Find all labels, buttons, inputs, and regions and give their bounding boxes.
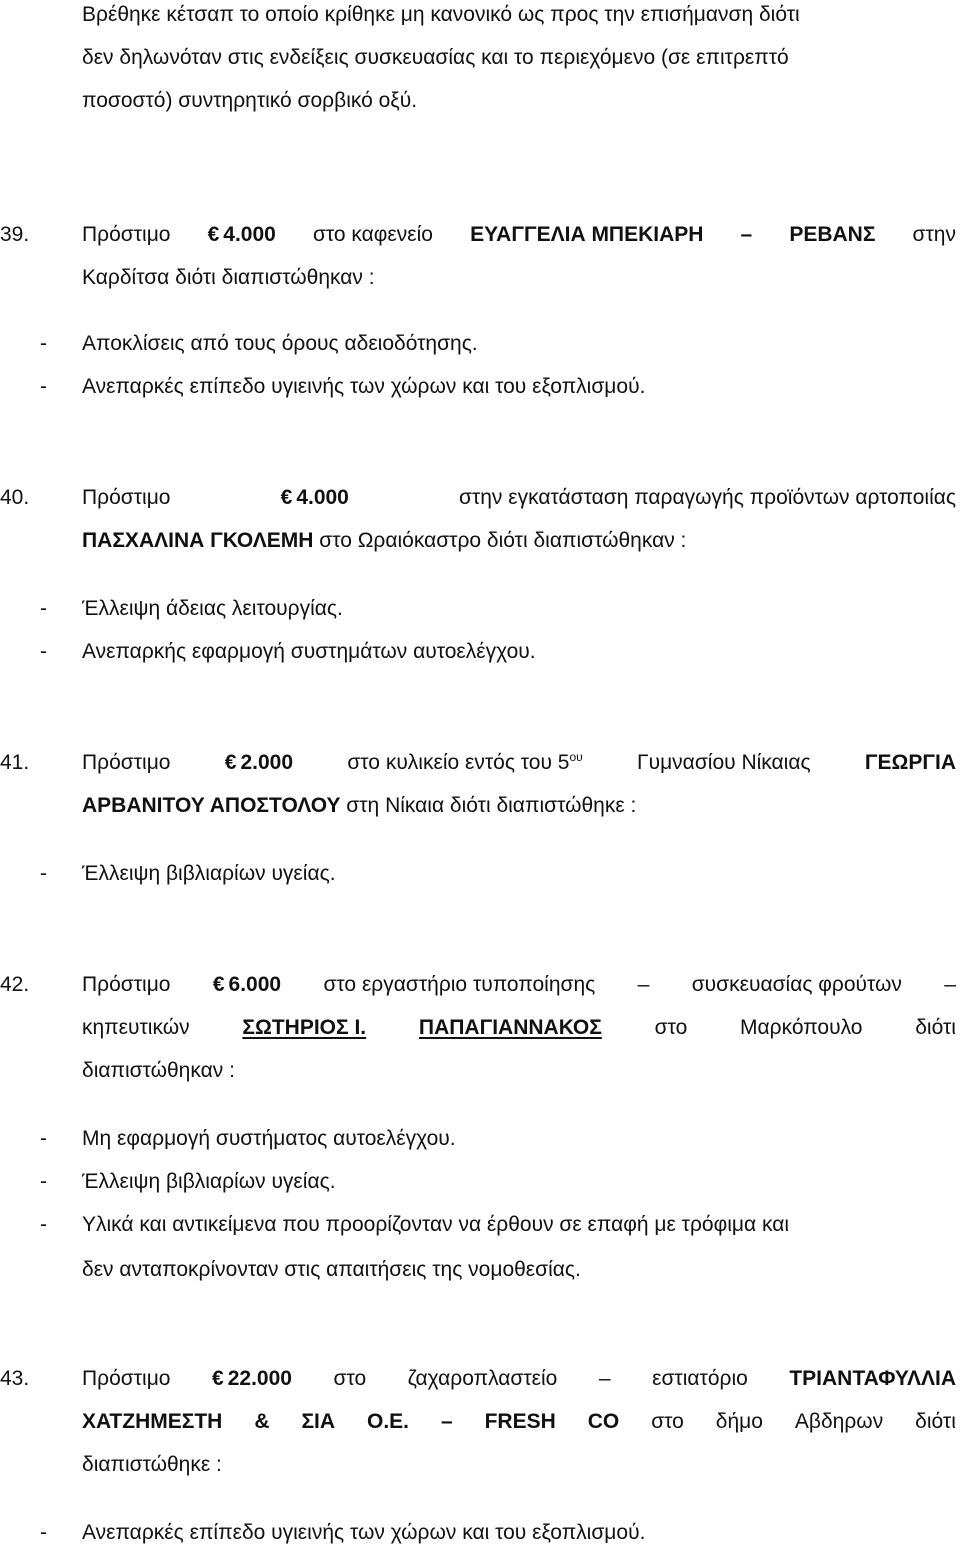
fine-text: στη Νίκαια διότι διαπιστώθηκε : bbox=[346, 794, 637, 817]
business-name-2: ΡΕΒΑΝΣ bbox=[789, 223, 876, 246]
fine-label: Πρόστιμο bbox=[82, 223, 171, 246]
fine-41-line-1 bbox=[82, 750, 956, 776]
business-name: ΠΑΣΧΑΛΙΝΑ ΓΚΟΛΕΜΗ bbox=[82, 529, 314, 552]
fine-text: στο κυλικείο εντός του 5 bbox=[347, 751, 570, 774]
separator-dash: – bbox=[637, 973, 650, 996]
fine-43-line-1 bbox=[82, 1366, 956, 1392]
fine-text: δήμο bbox=[715, 1410, 763, 1433]
fine-text: εστιατόριο bbox=[652, 1367, 748, 1390]
fine-amount: 4.000 bbox=[223, 223, 276, 246]
intro-line-2: δεν δηλωνόταν στις ενδείξεις συσκευασίας και το περιεχόμενο (σε επιτρεπτό bbox=[82, 46, 789, 69]
violation-item: Έλλειψη βιβλιαρίων υγείας. bbox=[82, 1170, 336, 1193]
business-name-2: ΠΑΠΑΓΙΑΝΝΑΚΟΣ bbox=[418, 1016, 602, 1039]
bullet-dash: - bbox=[40, 597, 47, 620]
fine-text: στο Ωραιόκαστρο διότι διαπιστώθηκαν : bbox=[319, 529, 687, 552]
fine-43-line-3: διαπιστώθηκε : bbox=[82, 1453, 222, 1476]
bullet-dash: - bbox=[40, 1521, 47, 1544]
fine-42-line-3: διαπιστώθηκαν : bbox=[82, 1059, 235, 1082]
violation-item: Μη εφαρμογή συστήματος αυτοελέγχου. bbox=[82, 1127, 456, 1150]
fine-text: στο bbox=[333, 1367, 367, 1390]
fine-number: 39. bbox=[0, 223, 30, 246]
fine-label: Πρόστιμο bbox=[82, 751, 171, 774]
fine-text: διότι bbox=[915, 1016, 956, 1039]
intro-line-3: ποσοστό) συντηρητικό σορβικό οξύ. bbox=[82, 89, 418, 112]
bullet-dash: - bbox=[40, 1170, 47, 1193]
fine-number: 42. bbox=[0, 973, 30, 996]
fine-40-line-2 bbox=[82, 528, 686, 554]
business-name-part: & bbox=[254, 1410, 270, 1433]
business-name-part: ΧΑΤΖΗΜΕΣΤΗ bbox=[82, 1410, 223, 1433]
business-name: ΕΥΑΓΓΕΛΙΑ ΜΠΕΚΙΑΡΗ bbox=[470, 223, 704, 246]
fine-label: Πρόστιμο bbox=[82, 486, 171, 509]
euro-sign: € bbox=[207, 223, 220, 246]
business-name: ΤΡΙΑΝΤΑΦΥΛΛΙΑ bbox=[789, 1367, 956, 1390]
euro-sign: € bbox=[280, 486, 293, 509]
separator-dash: – bbox=[440, 1410, 453, 1433]
fine-text: διότι bbox=[915, 1410, 956, 1433]
fine-42-line-2 bbox=[82, 1015, 956, 1041]
separator-dash: – bbox=[944, 973, 956, 996]
bullet-dash: - bbox=[40, 375, 47, 398]
fine-39-line-2: Καρδίτσα διότι διαπιστώθηκαν : bbox=[82, 266, 375, 289]
euro-sign: € bbox=[224, 751, 237, 774]
fine-text: στο bbox=[651, 1410, 684, 1433]
fine-text: Μαρκόπουλο bbox=[740, 1016, 863, 1039]
violation-item: Έλλειψη άδειας λειτουργίας. bbox=[82, 597, 343, 620]
fine-text: στην εγκατάσταση παραγωγής προϊόντων αρτοποιίας bbox=[459, 486, 956, 509]
ordinal-suffix: ου bbox=[569, 750, 583, 764]
bullet-dash: - bbox=[40, 1213, 47, 1236]
violation-item: Ανεπαρκές επίπεδο υγιεινής των χώρων και του εξοπλισμού. bbox=[82, 1521, 646, 1544]
fine-text: Αβδηρων bbox=[794, 1410, 884, 1433]
fine-text: κηπευτικών bbox=[82, 1016, 190, 1039]
business-name-part: CO bbox=[587, 1410, 620, 1433]
fine-42-line-1 bbox=[82, 972, 956, 998]
fine-number: 40. bbox=[0, 486, 30, 509]
bullet-dash: - bbox=[40, 862, 47, 885]
business-name: ΣΩΤΗΡΙΟΣ Ι. bbox=[242, 1016, 367, 1039]
fine-amount: 4.000 bbox=[296, 486, 349, 509]
fine-text: ζαχαροπλαστείο bbox=[407, 1367, 558, 1390]
euro-sign: € bbox=[212, 973, 225, 996]
fine-43-line-2 bbox=[82, 1409, 956, 1435]
violation-item: Υλικά και αντικείμενα που προορίζονταν να έρθουν σε επαφή με τρόφιμα και bbox=[82, 1213, 790, 1236]
fine-text: στο bbox=[654, 1016, 688, 1039]
fine-text: στο καφενείο bbox=[312, 223, 433, 246]
fine-41-line-2 bbox=[82, 793, 636, 819]
bullet-dash: - bbox=[40, 640, 47, 663]
fine-text: στην bbox=[912, 223, 956, 246]
violation-item-continued: δεν ανταποκρίνονταν στις απαιτήσεις της νομοθεσίας. bbox=[82, 1258, 581, 1281]
fine-amount: 2.000 bbox=[240, 751, 294, 774]
separator-dash: – bbox=[740, 223, 753, 246]
fine-text: συσκευασίας φρούτων bbox=[691, 973, 902, 996]
fine-text: στο εργαστήριο τυποποίησης bbox=[323, 973, 596, 996]
intro-line-1: Βρέθηκε κέτσαπ το οποίο κρίθηκε μη κανονικό ως προς την επισήμανση διότι bbox=[82, 3, 800, 26]
bullet-dash: - bbox=[40, 332, 47, 355]
violation-item: Ανεπαρκές επίπεδο υγιεινής των χώρων και του εξοπλισμού. bbox=[82, 375, 646, 398]
bullet-dash: - bbox=[40, 1127, 47, 1150]
fine-amount: 6.000 bbox=[228, 973, 282, 996]
fine-text: Γυμνασίου Νίκαιας bbox=[637, 751, 811, 774]
business-name-part: Ο.Ε. bbox=[367, 1410, 410, 1433]
fine-number: 43. bbox=[0, 1367, 30, 1390]
violation-item: Έλλειψη βιβλιαρίων υγείας. bbox=[82, 862, 336, 885]
fine-amount: 22.000 bbox=[227, 1367, 292, 1390]
fine-39-line-1 bbox=[82, 222, 956, 248]
separator-dash: – bbox=[598, 1367, 611, 1390]
business-name-2: ΑΡΒΑΝΙΤΟΥ ΑΠΟΣΤΟΛΟΥ bbox=[82, 794, 341, 817]
business-name: ΓΕΩΡΓΙΑ bbox=[864, 751, 956, 774]
violation-item: Ανεπαρκής εφαρμογή συστημάτων αυτοελέγχου. bbox=[82, 640, 536, 663]
euro-sign: € bbox=[212, 1367, 224, 1390]
business-name-part: FRESH bbox=[484, 1410, 556, 1433]
business-name-part: ΣΙΑ bbox=[301, 1410, 336, 1433]
fine-label: Πρόστιμο bbox=[82, 1367, 171, 1390]
fine-40-line-1 bbox=[82, 485, 956, 511]
violation-item: Αποκλίσεις από τους όρους αδειοδότησης. bbox=[82, 332, 478, 355]
fine-number: 41. bbox=[0, 751, 30, 774]
fine-label: Πρόστιμο bbox=[82, 973, 171, 996]
